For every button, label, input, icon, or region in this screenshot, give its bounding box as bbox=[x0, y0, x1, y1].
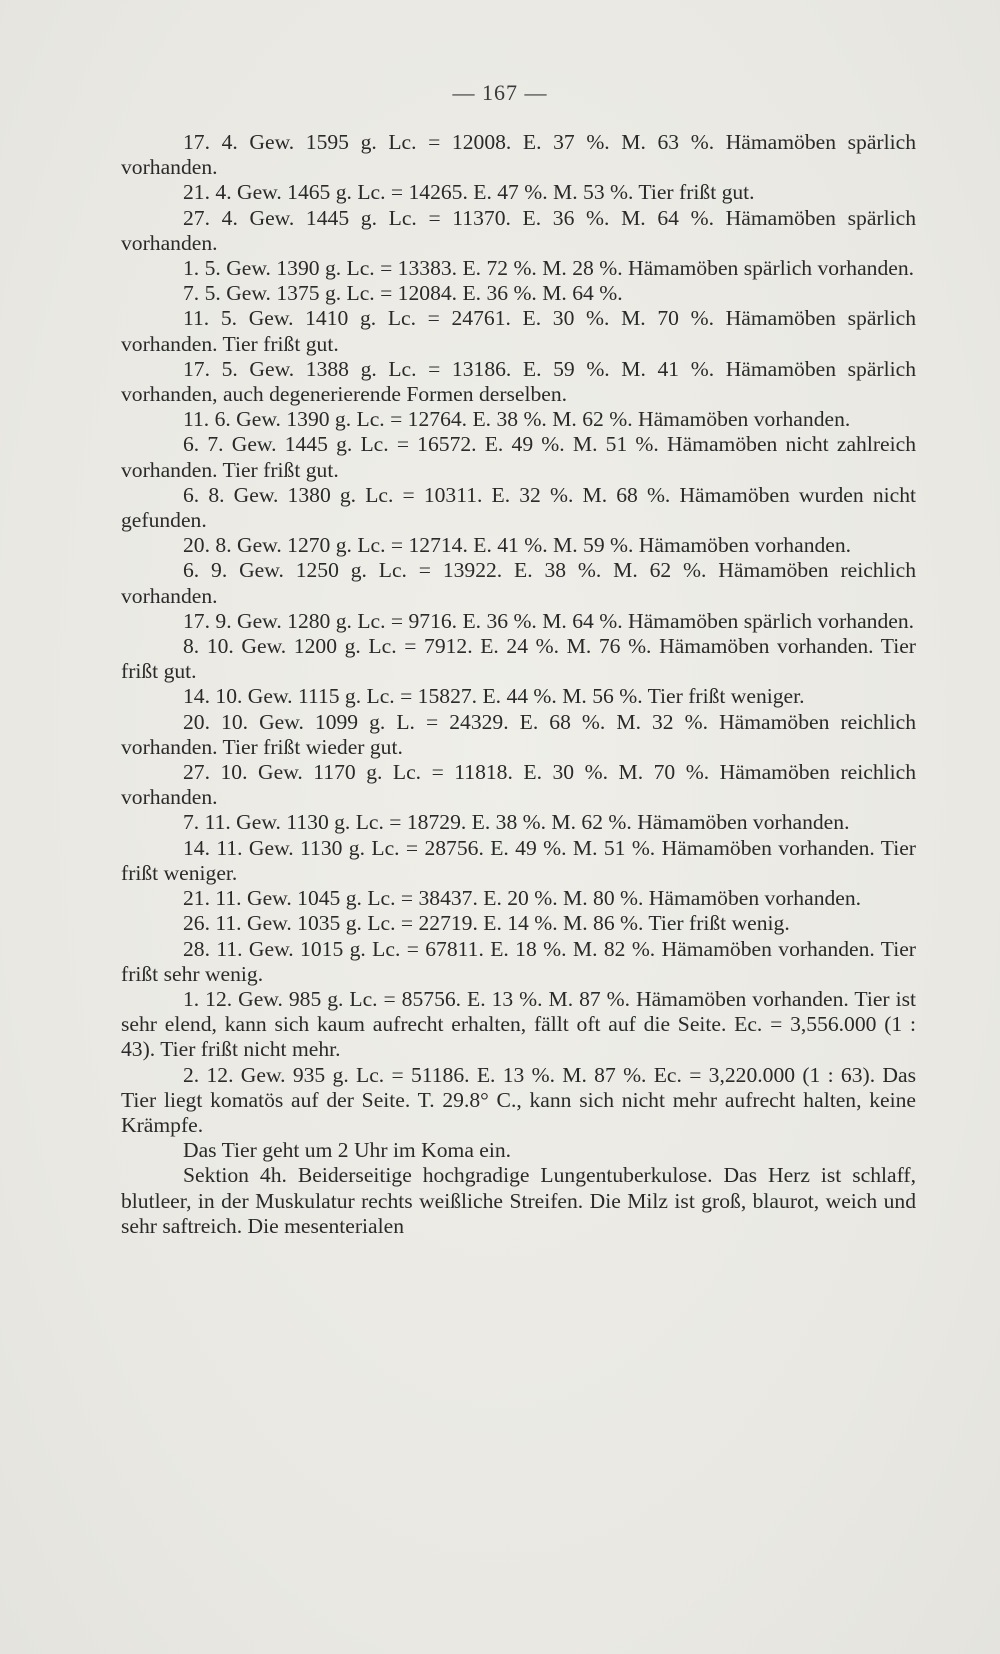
protocol-entry: 17. 5. Gew. 1388 g. Lc. = 13186. E. 59 %. M. 41 %. Hämamöben spärlich vorhanden, auch degenerierende Formen derselben. bbox=[121, 356, 916, 407]
protocol-entry: 27. 4. Gew. 1445 g. Lc. = 11370. E. 36 %. M. 64 %. Hämamöben spärlich vorhanden. bbox=[121, 205, 916, 255]
protocol-entry: 11. 6. Gew. 1390 g. Lc. = 12764. E. 38 %. M. 62 %. Hämamöben vorhanden. bbox=[183, 407, 851, 432]
protocol-entry: Sektion 4h. Beiderseitige hochgradige Lungentuberkulose. Das Herz ist schlaff, blutleer, in der Muskulatur rechts weißliche Streifen. Die Milz ist groß, blaurot, weich und sehr saftreich. Die mesenterialen bbox=[121, 1163, 916, 1238]
protocol-entry: 1. 5. Gew. 1390 g. Lc. = 13383. E. 72 %. M. 28 %. Hämamöben spärlich vorhanden. bbox=[183, 256, 915, 281]
protocol-entry: 6. 8. Gew. 1380 g. Lc. = 10311. E. 32 %. M. 68 %. Hämamöben wurden nicht gefunden. bbox=[121, 482, 916, 533]
protocol-entry: 21. 4. Gew. 1465 g. Lc. = 14265. E. 47 %. M. 53 %. Tier frißt gut. bbox=[183, 180, 755, 205]
protocol-entry: Das Tier geht um 2 Uhr im Koma ein. bbox=[183, 1138, 512, 1163]
body-text bbox=[121, 130, 916, 1239]
protocol-entry: 7. 5. Gew. 1375 g. Lc. = 12084. E. 36 %. M. 64 %. bbox=[183, 281, 623, 306]
protocol-entry: 17. 9. Gew. 1280 g. Lc. = 9716. E. 36 %. M. 64 %. Hämamöben spärlich vorhanden. bbox=[183, 608, 915, 633]
protocol-entry: 11. 5. Gew. 1410 g. Lc. = 24761. E. 30 %. M. 70 %. Hämamöben spärlich vorhanden. Tier frißt gut. bbox=[121, 306, 916, 356]
protocol-entry: 6. 9. Gew. 1250 g. Lc. = 13922. E. 38 %. M. 62 %. Hämamöben reichlich vorhanden. bbox=[121, 558, 916, 608]
protocol-entry: 20. 8. Gew. 1270 g. Lc. = 12714. E. 41 %. M. 59 %. Hämamöben vorhanden. bbox=[183, 533, 852, 558]
protocol-entry: 21. 11. Gew. 1045 g. Lc. = 38437. E. 20 %. M. 80 %. Hämamöben vorhanden. bbox=[183, 886, 862, 911]
protocol-entry: 7. 11. Gew. 1130 g. Lc. = 18729. E. 38 %. M. 62 %. Hämamöben vorhanden. bbox=[183, 810, 850, 835]
protocol-entry: 28. 11. Gew. 1015 g. Lc. = 67811. E. 18 %. M. 82 %. Hämamöben vorhanden. Tier frißt sehr wenig. bbox=[121, 936, 916, 986]
protocol-entry: 27. 10. Gew. 1170 g. Lc. = 11818. E. 30 %. M. 70 %. Hämamöben reichlich vorhanden. bbox=[121, 760, 916, 810]
protocol-entry: 14. 10. Gew. 1115 g. Lc. = 15827. E. 44 %. M. 56 %. Tier frißt weniger. bbox=[183, 684, 805, 709]
protocol-entry: 26. 11. Gew. 1035 g. Lc. = 22719. E. 14 %. M. 86 %. Tier frißt wenig. bbox=[183, 911, 790, 936]
protocol-entry: 14. 11. Gew. 1130 g. Lc. = 28756. E. 49 %. M. 51 %. Hämamöben vorhanden. Tier frißt weniger. bbox=[121, 835, 916, 885]
protocol-entry: 17. 4. Gew. 1595 g. Lc. = 12008. E. 37 %. M. 63 %. Hämamöben spärlich vorhanden. bbox=[121, 130, 916, 180]
protocol-entry: 8. 10. Gew. 1200 g. Lc. = 7912. E. 24 %. M. 76 %. Hämamöben vorhanden. Tier frißt gut. bbox=[121, 634, 916, 684]
protocol-entry: 20. 10. Gew. 1099 g. L. = 24329. E. 68 %. M. 32 %. Hämamöben reichlich vorhanden. Tier frißt wieder gut. bbox=[121, 709, 916, 759]
protocol-entry: 2. 12. Gew. 935 g. Lc. = 51186. E. 13 %. M. 87 %. Ec. = 3,220.000 (1 : 63). Das Tier liegt komatös auf der Seite. T. 29.8° C., kann sich nicht mehr aufrecht halten, keine Krämpfe. bbox=[121, 1062, 916, 1137]
page-number: — 167 — bbox=[452, 80, 548, 105]
protocol-entry: 6. 7. Gew. 1445 g. Lc. = 16572. E. 49 %. M. 51 %. Hämamöben nicht zahlreich vorhanden. Tier frißt gut. bbox=[121, 432, 916, 482]
protocol-entry: 1. 12. Gew. 985 g. Lc. = 85756. E. 13 %. M. 87 %. Hämamöben vorhanden. Tier ist sehr elend, kann sich kaum aufrecht erhalten, fällt oft auf die Seite. Ec. = 3,556.000 (1 : 43). Tier frißt nicht mehr. bbox=[121, 986, 916, 1062]
